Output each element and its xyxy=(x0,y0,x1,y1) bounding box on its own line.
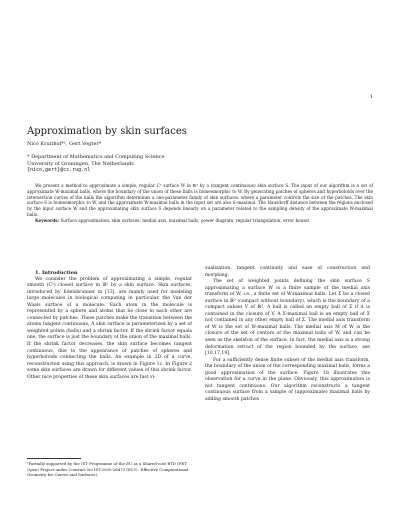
right-column xyxy=(205,266,370,403)
intro-paragraph-continued: sualization, tangent continuity and ease of construction and morphing. xyxy=(205,266,370,278)
intro-paragraph-1: We consider the problem of approximating a simple, regular smooth (C²) closed surface in ℝ³ by a skin surface. Skin surfaces, introduced by Edelsbrunner in [13], are mainly used for modeling large molecules in biological computing in particular, the Van der Waals surface of a molecule. Each atom in the molecule is represented by a sphere and atoms that lie close to each other are connected by patches. These patches make the transition between the atoms tangent continuous. A skin surface is parameterized by a set of weighted points (balls) and a shrink factor. If the shrink factor equals one, the surface is just the boundary of the union of the maximal balls. If the shrink factor decreases, the skin surface becomes tangent continuous, due to the appearance of patches of spheres and hyperboloids connecting the balls. An example in 2D of a curve, reconstructed using this approach, is drawn in Figure 1c. In Figure 2 some skin surfaces are drawn for different values of this shrink factor. Other nice properties of these skin surfaces are fast vi- xyxy=(27,276,192,380)
affiliation-block xyxy=(27,154,165,174)
left-column xyxy=(27,270,192,381)
paper-title: Approximation by skin surfaces xyxy=(27,126,187,137)
intro-paragraph-2: The set of weighted points defining the skin surface S approximating a surface W is a finite sample of the medial axis transform of W, i.e., a finite set of W-maximal balls. Let Σ be a closed surface in ℝ³ (compact without boundary), which is the boundary of a compact subset V of ℝ³. A ball is called an empty ball of Σ if it is contained in the closure of V. A Σ-maximal ball is an empty ball of Σ not contained in any other empty ball of Σ. The medial axis transform of W is the set of W-maximal balls. The medial axis M of W is the closure of the set of centers of the maximal balls of W, and can be seen as the skeleton of the surface. In fact, the medial axis is a strong deformation retract of the region bounded by the surface, see [10,17,19]. xyxy=(205,279,370,357)
affiliation-email: {nico,gert}@cs.rug.nl xyxy=(27,167,91,174)
section-heading: 1. Introduction xyxy=(35,270,78,276)
footnote-rule xyxy=(27,458,81,459)
intro-paragraph-3: For a sufficiently dense finite subset of the medial axis transform, the boundary of the union of the corresponding maximal balls, forms a good approximation of the surface. Figure 1b illustrates this observation for a curve in the plane. Obviously, this approximation is not tangent continuous. Our algorithm reconstructs a tangent continuous surface from a sample of (approximate) maximal balls by adding smooth patches xyxy=(205,357,370,402)
footnote-text: ¹Partially supported by the IST Programme of the EU as a Shared-cost RTD (FET Open) Project under Contract No IST-2000-26473 (ECG - Effective Computational Geometry for Curves and Surfaces). xyxy=(27,461,189,477)
abstract-text: We present a method to approximate a simple, regular C² surface W in ℝ³ by a (tangent continuous) skin surface S. The input of our algorithm is a set of approximate W-maximal balls, where the boundary of the union of these balls is homeomorphic to W. By generating patches of spheres and hyperboloids over the intersection curves of the balls the algorithm determines a one-parameter family of skin surfaces, where a parameter controls the size of the patches. The skin surface S is homeomorphic to W, and the approximate W-maximal balls in the input set are also S-maximal. The Hausdorff distance between the regions enclosed by the input surface W and the approximating skin surface S depends linearly on a parameter related to the sampling density of the approximate W-maximal balls. xyxy=(27,183,373,217)
abstract-block xyxy=(27,183,373,224)
keywords-label: Keywords: xyxy=(35,217,60,223)
footnote xyxy=(27,461,192,478)
affiliation-university: University of Groningen, The Netherlands xyxy=(27,160,134,167)
keywords-text: Surface approximation, skin surfaces, medial axis, maximal balls, power diagram, regular triangulation, error bound xyxy=(60,217,309,223)
affiliation-department: * Department of Mathematics and Computing Science xyxy=(27,154,165,160)
author-list: Nico Kruithof*¹, Gert Vegter* xyxy=(27,141,102,147)
page-number: 1 xyxy=(369,94,373,100)
keywords-line xyxy=(27,218,373,224)
